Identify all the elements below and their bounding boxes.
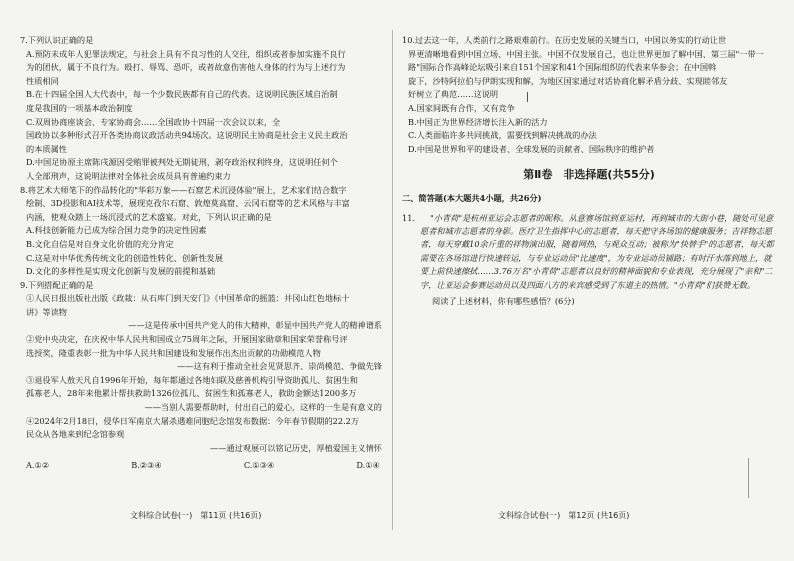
- question-9-item-2-statement: ——这有利于推动全社会见贤思齐、崇尚模范、争做先锋: [177, 361, 382, 372]
- question-7-option-a-line2: 为的团伙，属于不良行为。殴打、辱骂、恐吓，或者故意伤害他人身体的行为与上述行为: [26, 62, 346, 73]
- question-9-options: [20, 459, 386, 473]
- question-9-option-b: B.②③④: [131, 460, 162, 471]
- question-7-option-a: A.预防未成年人犯罪法规定，与社会上具有不良习性的人交往，组织或者参加实施不良行: [26, 48, 346, 59]
- question-10-option-c: C.人类面临许多共同挑战，需要找到解决挑战的办法: [408, 130, 597, 141]
- question-9-item-1-statement: ——这是传承中国共产党人的伟大精神，彰显中国共产党人的精神谱系: [128, 320, 382, 331]
- question-8-stem-line3: 内涵，使观众踏上一场沉浸式的艺术盛宴。对此，下列认识正确的是: [26, 211, 272, 222]
- part-2-heading: 二、简答题(本大题共4小题，共26分): [402, 192, 542, 203]
- question-11-material-line1: "小青荷"是杭州亚运会志愿者的昵称。从意赛场馆到亚运村，再到城市的大街小: [430, 212, 716, 223]
- question-8-option-a: A.科技创新能力已成为综合国力竞争的决定性因素: [26, 225, 207, 236]
- question-9-item-3-statement: ——当别人需要帮助时，付出自己的爱心，这样的一生是有意义的: [144, 402, 382, 413]
- question-10-option-b: B.中国正为世界经济增长注入新的活力: [408, 116, 548, 127]
- question-10-stem-line3: 路"国际合作高峰论坛吸引来自151个国家和41个国际组织的代表来华参会；在中国斡: [408, 62, 717, 73]
- question-7-option-d: D.中国足协原主席陈戌源因受贿罪被判处无期徒刑，剥夺政治权利终身，这说明任何个: [26, 157, 338, 168]
- question-9-item-1-line2: 讲》等读物: [26, 306, 67, 317]
- right-column: [402, 34, 776, 309]
- stray-mark: [527, 92, 528, 102]
- question-11-number: 11.: [402, 212, 416, 223]
- question-11-material: [420, 212, 776, 292]
- question-8-option-b: B.文化自信是对自身文化价值的充分肯定: [26, 238, 174, 249]
- question-11-material-line2: 巷，随处可见意愿者和城市志愿者的身影。医疗卫生指挥中心的志愿者，每天把守: [420, 212, 774, 236]
- question-9-stem: 9.下列搭配正确的是: [20, 279, 94, 290]
- question-9-item-4-line2: 民众从各地来到纪念馆参观: [26, 429, 125, 440]
- question-11-material-line6: 荷"们获赞无数。: [693, 279, 756, 290]
- scan-scratch: [748, 458, 749, 498]
- question-7-option-c-line3: 的本质属性: [26, 143, 67, 154]
- question-9-item-2: ②党中央决定，在庆祝中华人民共和国成立75周年之际，开展国家勋章和国家荣誉称号评: [26, 334, 348, 345]
- question-11-block: [402, 212, 776, 292]
- right-page-footer: 文科综合试卷(一) 第12页 (共16页): [498, 511, 630, 520]
- question-9-item-3: ③退役军人敖天凡自1996年开始，每年都通过各地妇联及慈善机构引导资助孤儿、贫困生和: [26, 374, 358, 385]
- question-10-stem-line2: 界更清晰地看到中国立场、中国主张。中国不仅发展自己，也让世界更加了解中国、第三届"一带一: [408, 48, 764, 59]
- question-9-item-1: ①人民日报出版社出版《政裁：从石库门到天安门》《中国革命的摇篮：井冈山红色地标十: [26, 293, 350, 304]
- column-divider: [392, 30, 393, 530]
- question-7-option-d-line2: 人全部刑声，这说明法律对全体社会成员具有普遍约束力: [26, 170, 231, 181]
- question-7-option-c-line2: 国政协以多种形式召开各类协商议政活动共94场次。这说明民主协商是社会主义民主政治: [26, 130, 348, 141]
- question-9-option-a: A.①②: [26, 460, 50, 471]
- question-9-item-3-line2: 孤寡老人，28年来他累计帮扶救助1326位孤儿、贫困生和孤寡老人，救助金额达1200多万: [26, 388, 357, 399]
- question-7-option-b-line2: 度是我国的一项基本政治制度: [26, 102, 133, 113]
- question-8-stem-line2: 绘制、3D投影和AI技术等，展现克孜尔石窟、敦煌莫高窟、云冈石窟等的艺术风格与丰富: [26, 198, 350, 209]
- question-9-item-4: ④2024年2月18日，侵华日军南京大屠杀遇难同胞纪念馆发布数据：今年春节假期的22.2万: [26, 415, 360, 426]
- left-column: [20, 34, 386, 473]
- question-10-option-a: A.国家间既有合作，又有竞争: [408, 102, 515, 113]
- question-7-stem: 7.下列认识正确的是: [20, 35, 94, 45]
- question-7-option-a-line3: 性质相同: [26, 75, 59, 86]
- question-9-option-c: C.①③④: [243, 460, 275, 471]
- question-11-material-line3: 各场馆的健康服务；吉祥物志愿者，每天穿戴10余斤重的祥物演出服，随着网热，与观众: [420, 225, 773, 250]
- question-11-ask: 阅读了上述材料，你有哪些感悟？(6分): [432, 295, 575, 306]
- question-10-stem-line4: 旋下，沙特阿拉伯与伊朗实现和解，为地区国家通过对话协商化解矛盾分歧、实现睦邻友: [408, 75, 728, 86]
- question-9-item-4-statement: ——通过观展可以铭记历史，厚植爱国主义情怀: [210, 442, 382, 453]
- section-2-title: 第Ⅱ卷 非选择题(共55分): [523, 168, 655, 182]
- question-11-material-line4: 互动；被称为"快替手"的志愿者，每天都需要在各场馆进行快速转运，与专业运动员"比速度"，为专业运动员铺路；有时汗水落到地上，就要上前快速擦拭……3.76万名"小青荷"志愿者以良好的精神面貌和专业表现，充分展现了: [420, 239, 774, 277]
- left-page-footer: 文科综合试卷(一) 第11页 (共16页): [130, 511, 262, 520]
- question-7-option-c: C.双周协商座谈会、专家协商会……全国政协十四届一次会议以来，全: [26, 116, 281, 127]
- question-8-stem: 8.将艺术大师笔下的作品转化的"华彩万象——石窟艺术沉浸体验"展上，艺术家们结合数字: [20, 184, 347, 195]
- question-8-option-d: D.文化的多样性是实现文化创新与发展的前提和基础: [26, 266, 216, 277]
- question-9-item-2-line2: 选授奖，隆重表彰一批为中华人民共和国建设和发展作出杰出贡献的功勋模范人物: [26, 347, 321, 358]
- question-8-option-c: C.这是对中华优秀传统文化的创造性转化、创新性发展: [26, 252, 223, 263]
- question-10-stem: 10.过去这一年，人类前行之路艰难前行。在历史发展的关键当口，中国以务实的行动让世: [402, 35, 727, 45]
- question-11-material-line5: "亲和"二字，让亚运会参赛运动员以及四面八方的来宾感受到了东道主的热情。"小青: [420, 266, 773, 290]
- question-7-option-b: B.在十四届全国人大代表中，每一个少数民族都有自己的代表。这说明民族区域自治制: [26, 89, 338, 100]
- question-10-stem-line5: 好树立了典范……这说明: [408, 89, 499, 100]
- question-9-option-d: D.①④: [356, 460, 380, 471]
- question-10-option-d: D.中国是世界和平的建设者、全球发展的贡献者、国际秩序的维护者: [408, 143, 655, 154]
